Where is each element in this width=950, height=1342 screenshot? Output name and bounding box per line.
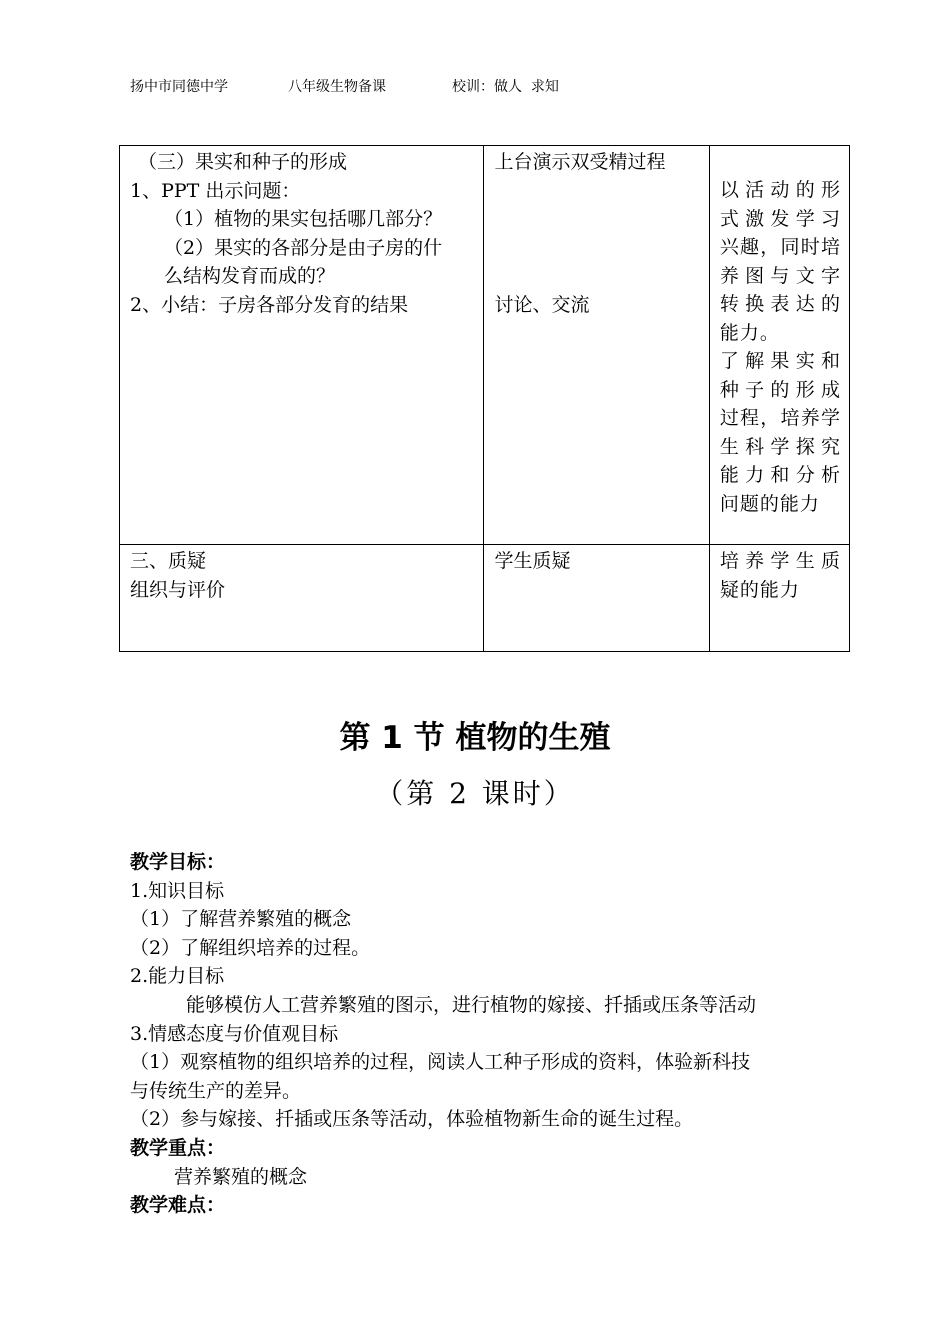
intent-line: 能力。 <box>719 321 780 344</box>
section-heading: （三）果实和种子的形成 <box>138 151 348 173</box>
intent-line: 能力和分析 <box>719 464 841 486</box>
ability-item: 能够模仿人工营养繁殖的图示，进行植物的嫁接、扦插或压条等活动 <box>186 993 757 1016</box>
intent-line: 生科学探究 <box>719 435 841 458</box>
section-heading: 三、质疑 <box>130 550 207 572</box>
section-sub: 组织与评价 <box>130 578 226 601</box>
table-row <box>120 545 850 652</box>
intent-cell <box>709 545 849 652</box>
intent-line: 兴趣，同时培 <box>719 236 841 258</box>
key-point-item: 营养繁殖的概念 <box>174 1165 308 1188</box>
knowledge-item: （2）了解组织培养的过程。 <box>130 936 371 959</box>
lesson-table <box>119 145 850 652</box>
knowledge-item: （1）了解营养繁殖的概念 <box>130 908 352 931</box>
knowledge-heading: 1.知识目标 <box>130 879 225 902</box>
intent-line: 疑的能力 <box>719 578 800 601</box>
table-row <box>120 146 850 545</box>
objectives-heading: 教学目标： <box>130 851 226 873</box>
emotion-item: （2）参与嫁接、扦插或压条等活动，体验植物新生命的诞生过程。 <box>130 1108 694 1131</box>
intent-line: 问题的能力 <box>719 492 820 515</box>
page-header <box>130 76 559 96</box>
header-motto: 校训：做人 求知 <box>452 79 559 95</box>
intent-line: 了解果实和 <box>719 350 841 372</box>
intent-line: 以活动的形 <box>719 179 841 201</box>
teacher-activity-cell <box>120 545 484 652</box>
student-activity-1: 上台演示双受精过程 <box>494 151 666 173</box>
intent-line: 培养学生质 <box>719 550 841 572</box>
step-2: 2、小结：子房各部分发育的结果 <box>130 293 409 316</box>
intent-line: 养图与文字 <box>719 264 841 287</box>
ability-heading: 2.能力目标 <box>130 965 225 988</box>
lesson-title: 第 1 节 植物的生殖 <box>339 720 611 756</box>
intent-line: 种子的形成 <box>719 378 841 401</box>
header-course: 八年级生物备课 <box>288 79 386 95</box>
question-2: （2）果实的各部分是由子房的什 <box>164 236 443 259</box>
student-activity-cell <box>484 545 709 652</box>
lesson-subtitle: （第 2 课时） <box>375 777 575 810</box>
header-school: 扬中市同德中学 <box>130 79 228 95</box>
key-point-heading: 教学重点： <box>130 1136 226 1159</box>
student-activity-1: 学生质疑 <box>494 550 571 572</box>
intent-line: 转换表达的 <box>719 293 841 315</box>
intent-line: 式激发学习 <box>719 207 841 230</box>
emotion-item: （1）观察植物的组织培养的过程，阅读人工种子形成的资料，体验新科技 <box>130 1051 751 1074</box>
difficulty-heading: 教学难点： <box>130 1194 226 1217</box>
intent-cell <box>709 146 849 545</box>
question-2-cont: 么结构发育而成的？ <box>164 265 336 287</box>
question-1: （1）植物的果实包括哪几部分？ <box>164 208 443 230</box>
step-1: 1、PPT 出示问题： <box>130 179 301 202</box>
lesson-content <box>130 848 830 1220</box>
student-activity-2: 讨论、交流 <box>494 293 590 316</box>
emotion-item-cont: 与传统生产的差异。 <box>130 1079 302 1102</box>
intent-line: 过程，培养学 <box>719 407 841 429</box>
emotion-heading: 3.情感态度与价值观目标 <box>130 1022 339 1045</box>
student-activity-cell <box>484 146 709 545</box>
teacher-activity-cell <box>120 146 484 545</box>
